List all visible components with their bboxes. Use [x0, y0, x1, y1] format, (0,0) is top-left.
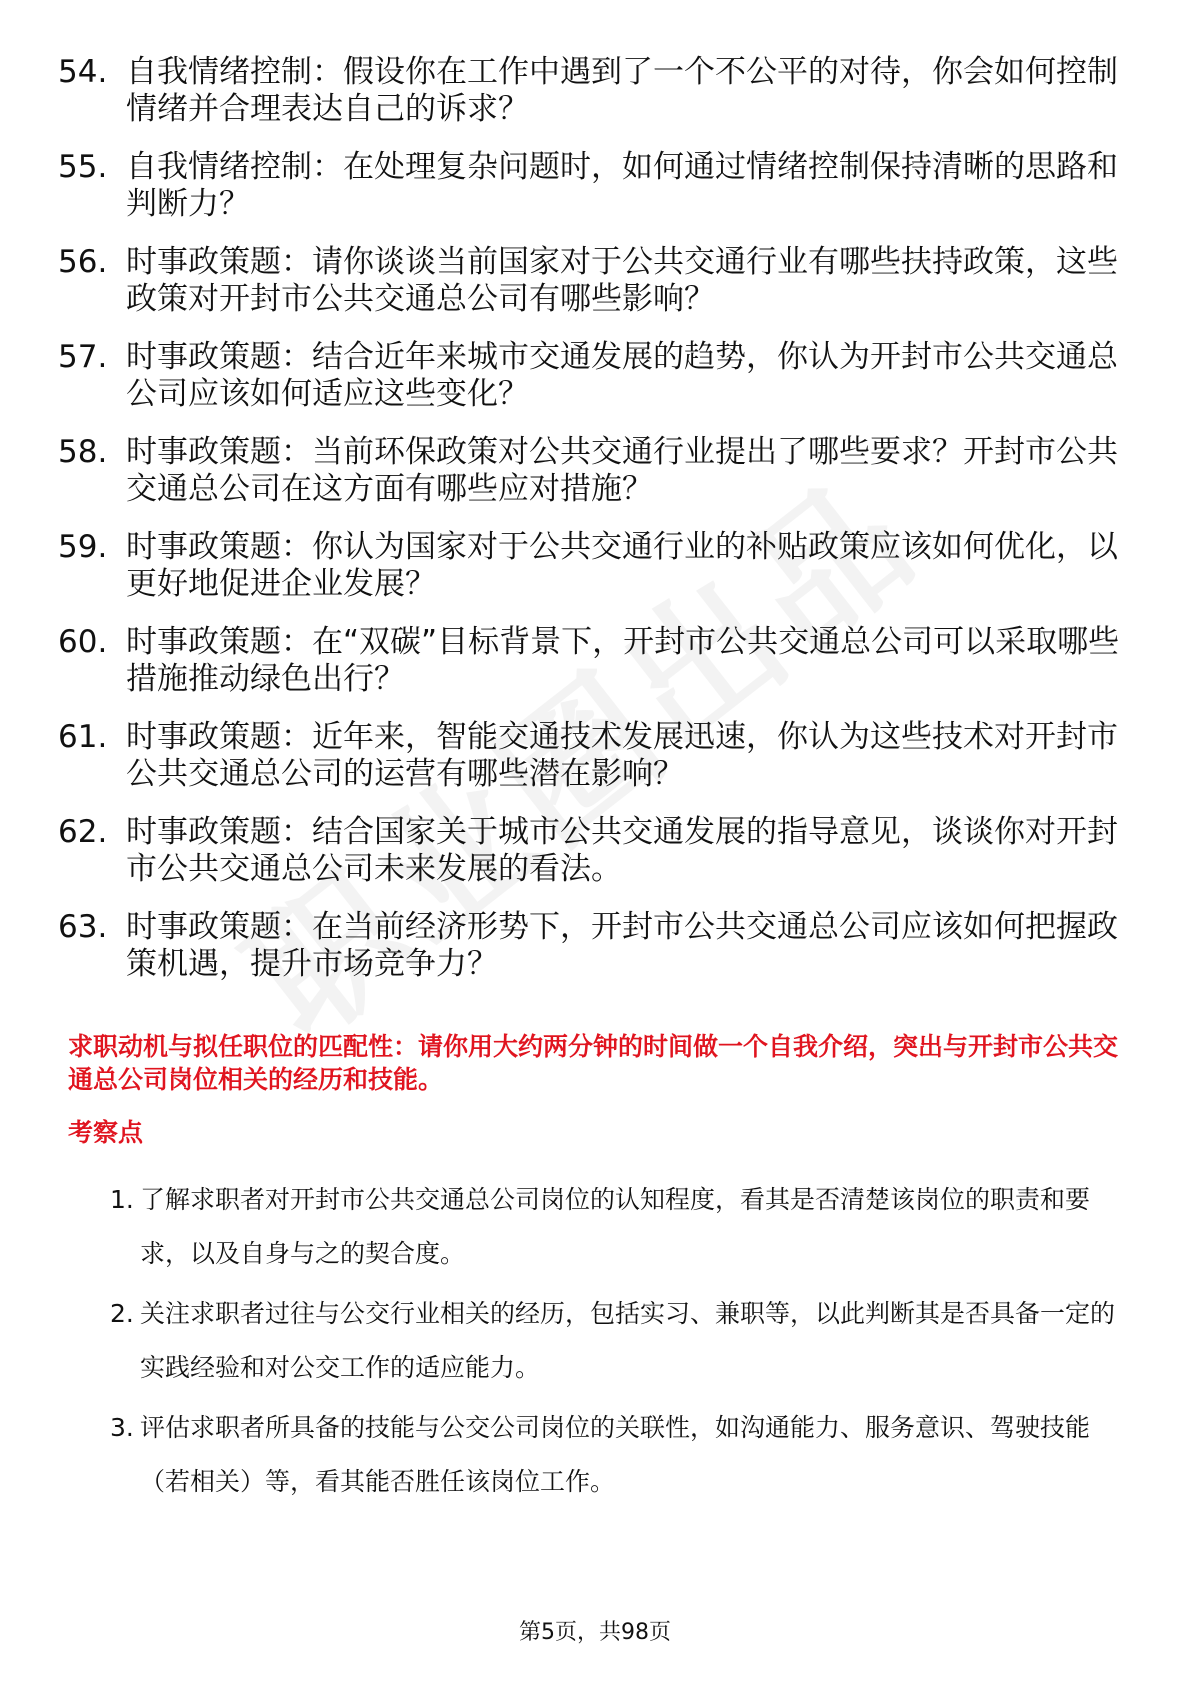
question-number: 54.	[58, 54, 108, 90]
question-item	[58, 339, 1128, 413]
question-number: 58.	[58, 434, 108, 470]
question-text: 时事政策题：当前环保政策对公共交通行业提出了哪些要求？开封市公共交通总公司在这方面有哪些应对措施？	[126, 434, 1118, 507]
section-title: 考察点	[68, 1118, 144, 1147]
question-item	[58, 624, 1128, 698]
question-item	[58, 719, 1128, 793]
point-text: 了解求职者对开封市公共交通总公司岗位的认知程度，看其是否清楚该岗位的职责和要求，以及自身与之的契合度。	[140, 1185, 1091, 1268]
question-text: 时事政策题：在“双碳”目标背景下，开封市公共交通总公司可以采取哪些措施推动绿色出行？	[126, 624, 1120, 697]
question-number: 56.	[58, 244, 108, 280]
question-number: 57.	[58, 339, 108, 375]
question-item	[58, 814, 1128, 888]
question-text: 时事政策题：请你谈谈当前国家对于公共交通行业有哪些扶持政策，这些政策对开封市公共交通总公司有哪些影响？	[126, 244, 1118, 317]
question-text: 时事政策题：结合国家关于城市公共交通发展的指导意见，谈谈你对开封市公共交通总公司未来发展的看法。	[126, 814, 1118, 887]
question-item	[58, 54, 1128, 128]
point-text: 评估求职者所具备的技能与公交公司岗位的关联性，如沟通能力、服务意识、驾驶技能（若相关）等，看其能否胜任该岗位工作。	[140, 1413, 1091, 1496]
question-item	[58, 244, 1128, 318]
question-number: 61.	[58, 719, 108, 755]
question-item	[58, 434, 1128, 508]
question-text: 时事政策题：结合近年来城市交通发展的趋势，你认为开封市公共交通总公司应该如何适应这些变化？	[126, 339, 1118, 412]
question-text: 自我情绪控制：假设你在工作中遇到了一个不公平的对待，你会如何控制情绪并合理表达自己的诉求？	[126, 54, 1118, 127]
point-text: 关注求职者过往与公交行业相关的经历，包括实习、兼职等，以此判断其是否具备一定的实践经验和对公交工作的适应能力。	[140, 1299, 1116, 1382]
question-text: 时事政策题：你认为国家对于公共交通行业的补贴政策应该如何优化，以更好地促进企业发展？	[126, 529, 1118, 602]
question-text: 时事政策题：近年来，智能交通技术发展迅速，你认为这些技术对开封市公共交通总公司的运营有哪些潜在影响？	[126, 719, 1118, 792]
point-number: 2.	[110, 1299, 134, 1328]
point-number: 1.	[110, 1185, 134, 1214]
point-number: 3.	[110, 1413, 134, 1442]
assessment-point	[110, 1401, 1130, 1509]
question-number: 59.	[58, 529, 108, 565]
question-number: 62.	[58, 814, 108, 850]
question-text: 自我情绪控制：在处理复杂问题时，如何通过情绪控制保持清晰的思路和判断力？	[126, 149, 1118, 222]
question-number: 55.	[58, 149, 108, 185]
question-list	[58, 54, 1128, 1004]
assessment-point	[110, 1287, 1130, 1395]
question-number: 60.	[58, 624, 108, 660]
assessment-point	[110, 1173, 1130, 1281]
question-item	[58, 909, 1128, 983]
question-item	[58, 529, 1128, 603]
highlight-question: 求职动机与拟任职位的匹配性：请你用大约两分钟的时间做一个自我介绍，突出与开封市公共交通总公司岗位相关的经历和技能。	[68, 1032, 1119, 1094]
question-text: 时事政策题：在当前经济形势下，开封市公共交通总公司应该如何把握政策机遇，提升市场竞争力？	[126, 909, 1118, 982]
assessment-points-list	[110, 1173, 1130, 1515]
question-item	[58, 149, 1128, 223]
page-footer: 第5页，共98页	[519, 1620, 671, 1645]
question-number: 63.	[58, 909, 108, 945]
